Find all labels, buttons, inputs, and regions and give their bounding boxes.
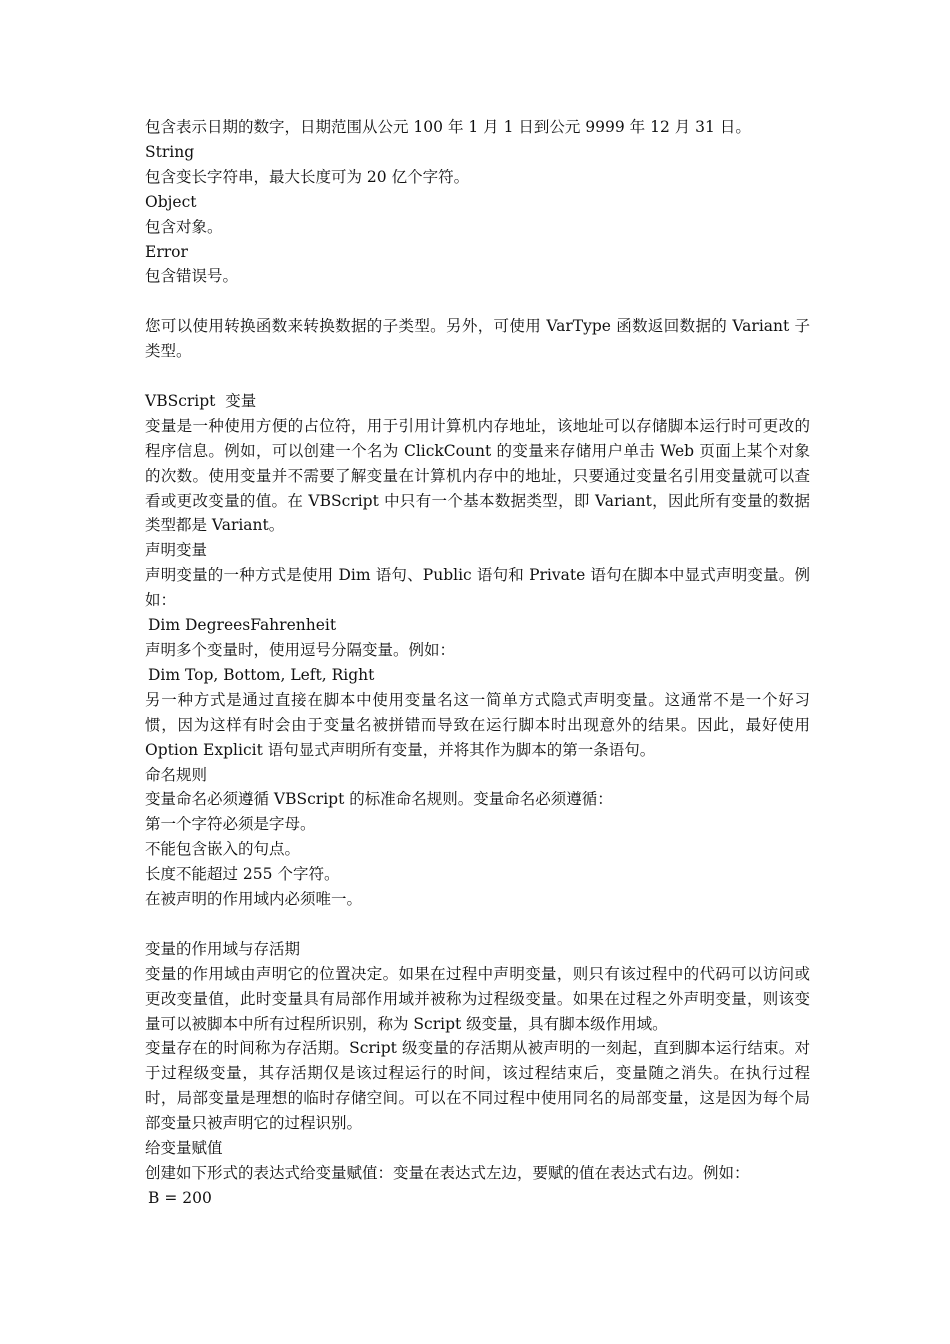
code-example-assign: B = 200	[148, 1188, 212, 1207]
string-type-title: String	[145, 142, 195, 161]
spacer	[145, 364, 810, 389]
spacer	[145, 289, 810, 314]
error-type-title: Error	[145, 242, 188, 261]
variables-paragraph: 变量是一种使用方便的占位符，用于引用计算机内存地址，该地址可以存储脚本运行时可更改的程序信息。例如，可以创建一个名为 ClickCount 的变量来存储用户单击 Web 页面上某个对象的次数。使用变量并不需要了解变量在计算机内存中的地址，只要通过变量名引用变量就可以查看或更改变量的值。在 VBScript 中只有一个基本数据类型，即 Variant，因此所有变量的数据类型都是 Variant。	[145, 416, 810, 535]
naming-rule: 不能包含嵌入的句点。	[145, 840, 301, 859]
date-type-description: 包含表示日期的数字，日期范围从公元 100 年 1 月 1 日到公元 9999 年 12 月 31 日。	[145, 118, 751, 136]
naming-rule: 第一个字符必须是字母。	[145, 815, 316, 834]
code-example-dim: Dim DegreesFahrenheit	[148, 616, 337, 635]
scope-paragraph: 变量的作用域由声明它的位置决定。如果在过程中声明变量，则只有该过程中的代码可以访问或更改变量值，此时变量具有局部作用域并被称为过程级变量。如果在过程之外声明变量，则该变量可以被脚本中所有过程所识别，称为 Script 级变量，具有脚本级作用域。	[145, 964, 810, 1033]
string-type-description: 包含变长字符串，最大长度可为 20 亿个字符。	[145, 167, 470, 186]
document-page	[145, 115, 810, 1211]
section-heading-declaring: 声明变量	[145, 541, 208, 560]
assigning-paragraph: 创建如下形式的表达式给变量赋值：变量在表达式左边，要赋的值在表达式右边。例如：	[145, 1164, 750, 1183]
spacer	[145, 912, 810, 937]
implicit-declare-paragraph: 另一种方式是通过直接在脚本中使用变量名这一简单方式隐式声明变量。这通常不是一个好习惯，因为这样有时会由于变量名被拼错而导致在运行脚本时出现意外的结果。因此，最好使用 Option Explicit 语句显式声明所有变量，并将其作为脚本的第一条语句。	[145, 690, 810, 759]
section-heading-scope: 变量的作用域与存活期	[145, 939, 301, 958]
conversion-paragraph: 您可以使用转换函数来转换数据的子类型。另外，可使用 VarType 函数返回数据的 Variant 子类型。	[145, 317, 810, 361]
declaring-paragraph: 声明变量的一种方式是使用 Dim 语句、Public 语句和 Private 语句在脚本中显式声明变量。例如：	[145, 566, 810, 610]
naming-rule: 在被声明的作用域内必须唯一。	[145, 890, 363, 909]
code-example-dim-multiple: Dim Top, Bottom, Left, Right	[148, 665, 375, 684]
section-heading-variables: VBScript 变量	[145, 391, 257, 410]
section-heading-naming: 命名规则	[145, 765, 208, 784]
naming-intro: 变量命名必须遵循 VBScript 的标准命名规则。变量命名必须遵循：	[145, 790, 613, 809]
error-type-description: 包含错误号。	[145, 267, 239, 286]
object-type-title: Object	[145, 192, 197, 211]
lifetime-paragraph: 变量存在的时间称为存活期。Script 级变量的存活期从被声明的一刻起，直到脚本运行结束。对于过程级变量，其存活期仅是该过程运行的时间，该过程结束后，变量随之消失。在执行过程时，局部变量是理想的临时存储空间。可以在不同过程中使用同名的局部变量，这是因为每个局部变量只被声明它的过程识别。	[145, 1039, 810, 1133]
section-heading-assigning: 给变量赋值	[145, 1139, 223, 1158]
naming-rule: 长度不能超过 255 个字符。	[145, 865, 340, 884]
object-type-description: 包含对象。	[145, 217, 223, 236]
multi-declare-description: 声明多个变量时，使用逗号分隔变量。例如：	[145, 641, 456, 659]
